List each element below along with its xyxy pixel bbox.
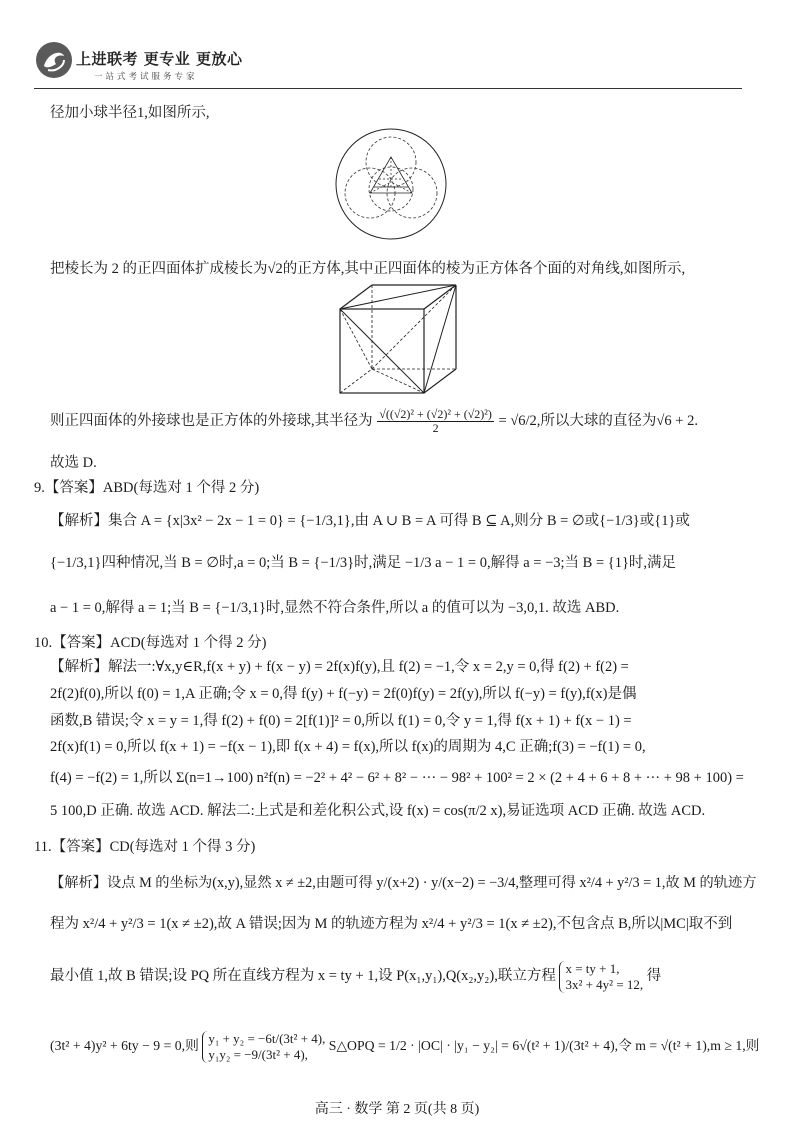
q10-line-6: 5 100,D 正确. 故选 ACD. 解法二:上式是和差化积公式,设 f(x) = cos(π/2 x),易证选项 ACD 正确. 故选 ACD. <box>50 803 706 819</box>
system-1-row-2: 3x² + 4y² = 12, <box>565 976 644 992</box>
q10-line-1: 【解析】解法一:∀x,y∈R,f(x + y) + f(x − y) = 2f(x)f(y),且 f(2) = −1,令 x = 2,y = 0,得 f(2) + f(2) = <box>50 659 629 675</box>
system-1-row-1: x = ty + 1, <box>565 960 620 976</box>
q11-line-3-end: 得 <box>646 968 662 984</box>
q11-line-4-end: S△OPQ = 1/2 · |OC| · |y₁ − y₂| = 6√(t² + 1)/(3t² + 4),令 m = √(t² + 1),m ≥ 1,则 <box>328 1038 760 1053</box>
q10-line-5: f(4) = −f(2) = 1,所以 Σ(n=1→100) n²f(n) = −2² + 4² − 6² + 8² − ··· − 98² + 100² = 2 × (2 + 4 + 6 + 8 + ··· + 98 + 100) = <box>50 770 744 786</box>
q11-line-3-start: 最小值 1,故 B 错误;设 PQ 所在直线方程为 x = ty + 1,设 P(x₁,y₁),Q(x₂,y₂),联立方程 <box>50 968 556 984</box>
page-header <box>0 0 794 90</box>
spheres-figure <box>334 127 448 241</box>
brand-name: 上进联考 更专业 更放心 <box>76 50 243 68</box>
radius-fraction-denominator: 2 <box>432 421 439 436</box>
q10-answer-title: 10.【答案】ACD(每选对 1 个得 2 分) <box>34 635 267 651</box>
q9-answer-title: 9.【答案】ABD(每选对 1 个得 2 分) <box>34 480 260 496</box>
header-rule <box>34 88 742 89</box>
q11-line-4 <box>50 1020 759 1072</box>
text-line-4: 故选 D. <box>50 455 97 471</box>
equation-system-1 <box>559 961 643 993</box>
cube-figure <box>333 283 463 395</box>
q11-line-3 <box>50 958 661 994</box>
radius-fraction <box>377 408 494 435</box>
q9-line-3: a − 1 = 0,解得 a = 1;当 B = {−1/3,1}时,显然不符合条件,所以 a 的值可以为 −3,0,1. 故选 ABD. <box>50 600 620 616</box>
brand-tagline: 一站式考试服务专家 <box>94 72 198 82</box>
page-footer: 高三 · 数学 第 2 页(共 8 页) <box>314 1102 480 1117</box>
q10-line-4: 2f(x)f(1) = 0,所以 f(x + 1) = −f(x − 1),即 f(x + 4) = f(x),所以 f(x)的周期为 4,C 正确;f(3) = −f(1) = 0, <box>50 739 646 755</box>
q11-line-1: 【解析】设点 M 的坐标为(x,y),显然 x ≠ ±2,由题可得 y/(x+2) · y/(x−2) = −3/4,整理可得 x²/4 + y²/3 = 1,故 M 的轨迹方 <box>50 875 757 891</box>
radius-fraction-numerator: √((√2)² + (√2)² + (√2)²) <box>379 407 492 422</box>
text-line-3 <box>50 408 698 435</box>
q10-line-2: 2f(2)f(0),所以 f(0) = 1,A 正确;令 x = 0,得 f(y) + f(−y) = 2f(0)f(y) = 2f(y),所以 f(−y) = f(y),f(x)是偶 <box>50 686 637 702</box>
text-line-1: 径加小球半径1,如图所示, <box>50 105 210 121</box>
equation-system-2 <box>202 1031 325 1063</box>
text-line-3-start: 则正四面体的外接球也是正方体的外接球,其半径为 <box>50 413 373 429</box>
q11-line-4-start: (3t² + 4)y² + 6ty − 9 = 0,则 <box>50 1038 199 1053</box>
text-line-3-end: = √6/2,所以大球的直径为√6 + 2. <box>498 413 698 429</box>
q10-line-3: 函数,B 错误;令 x = y = 1,得 f(2) + f(0) = 2[f(1)]² = 0,所以 f(1) = 0,令 y = 1,得 f(x + 1) + f(x − 1) = <box>50 713 632 729</box>
text-line-2: 把棱长为 2 的正四面体扩成棱长为√2的正方体,其中正四面体的棱为正方体各个面的对角线,如图所示, <box>50 261 686 277</box>
q9-line-2: {−1/3,1}四种情况,当 B = ∅时,a = 0;当 B = {−1/3}时,满足 −1/3 a − 1 = 0,解得 a = −3;当 B = {1}时,满足 <box>50 555 677 571</box>
q11-answer-title: 11.【答案】CD(每选对 1 个得 3 分) <box>34 839 256 855</box>
q11-line-2: 程为 x²/4 + y²/3 = 1(x ≠ ±2),故 A 错误;因为 M 的轨迹方程为 x²/4 + y²/3 = 1(x ≠ ±2),不包含点 B,所以|MC|取不到 <box>50 916 733 932</box>
q9-line-1: 【解析】集合 A = {x|3x² − 2x − 1 = 0} = {−1/3,1},由 A ∪ B = A 可得 B ⊆ A,则分 B = ∅或{−1/3}或{1}或 <box>50 513 690 529</box>
brand-logo-icon <box>34 40 74 80</box>
system-2-row-2: y₁y₂ = −9/(3t² + 4), <box>208 1046 308 1062</box>
system-2-row-1: y₁ + y₂ = −6t/(3t² + 4), <box>208 1030 326 1046</box>
